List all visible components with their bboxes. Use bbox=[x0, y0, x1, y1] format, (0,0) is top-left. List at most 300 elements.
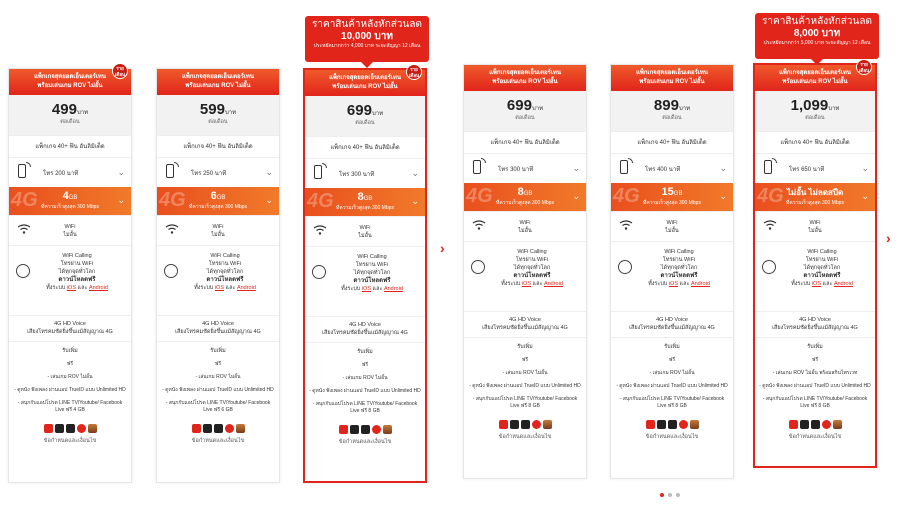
terms-link[interactable]: ข้อกำหนดและเงื่อนไข bbox=[43, 438, 97, 444]
extra-social-free: ฟรี 8 GB bbox=[810, 403, 830, 409]
trueid-icon bbox=[372, 425, 381, 434]
promo-note: ประหยัดมากกว่า 4,000 บาท ระยะสัญญา 12 เดือน bbox=[313, 43, 421, 49]
chevron-down-icon[interactable]: ⌄ bbox=[572, 191, 580, 201]
wifi-row bbox=[157, 215, 279, 245]
ios-link[interactable]: iOS bbox=[811, 281, 821, 287]
extra-rov: - เล่นเกม ROV ไม่อั้น bbox=[47, 374, 93, 380]
phone-icon bbox=[764, 160, 772, 174]
plan-card-1099-featured[interactable] bbox=[753, 63, 877, 468]
per-month-label: ต่อเดือน bbox=[355, 120, 375, 126]
price-box bbox=[305, 96, 425, 136]
chevron-down-icon[interactable]: ⌄ bbox=[861, 191, 869, 201]
extra-rov: - เล่นเกม ROV ไม่อั้น bbox=[502, 370, 548, 376]
price-box bbox=[611, 91, 733, 131]
android-link[interactable]: Android bbox=[543, 281, 563, 287]
call-minutes: โทร 650 นาที bbox=[789, 167, 825, 173]
promo-amount: 10,000 บาท bbox=[341, 31, 393, 42]
facebook-icon bbox=[800, 420, 809, 429]
chevron-down-icon[interactable]: ⌄ bbox=[265, 195, 273, 205]
wifi-calling-title: WiFi Calling bbox=[807, 249, 837, 255]
os-prefix: ทั้งระบบ bbox=[648, 281, 668, 287]
extra-social-free: ฟรี 8 GB bbox=[520, 403, 540, 409]
ios-link[interactable]: iOS bbox=[66, 285, 76, 291]
chevron-down-icon[interactable]: ⌄ bbox=[265, 167, 273, 177]
facebook-icon bbox=[350, 425, 359, 434]
plan-header bbox=[611, 65, 733, 91]
data-unit: GB bbox=[216, 195, 226, 201]
extras-title: รับเพิ่ม bbox=[210, 348, 226, 354]
data-amount: 8 bbox=[357, 191, 364, 203]
extra-trueid: - ดูหนัง ฟังเพลง ผ่านแอป TrueID แบบ Unlimited HD bbox=[309, 388, 421, 394]
extra-trueid: - ดูหนัง ฟังเพลง ผ่านแอป TrueID แบบ Unlimited HD bbox=[14, 387, 126, 393]
terms-link[interactable]: ข้อกำหนดและเงื่อนไข bbox=[498, 434, 552, 440]
hd-voice-row bbox=[464, 311, 586, 337]
call-minutes: โทร 250 นาที bbox=[191, 171, 227, 177]
4g-logo: 4G bbox=[159, 189, 186, 211]
extra-social: - สนุกกับแอปโปรด LINE TV/Youtube/ Facebook Live bbox=[165, 400, 271, 413]
extras-section bbox=[305, 342, 425, 415]
4g-logo: 4G bbox=[757, 185, 784, 207]
price-value: 599 bbox=[199, 101, 225, 118]
chevron-down-icon[interactable]: ⌄ bbox=[411, 168, 419, 178]
wifi-row bbox=[755, 211, 875, 241]
hd-voice-desc: เสียงโทรคมชัดยิ่งขึ้นแม้สัญญาณ 4G bbox=[772, 325, 858, 331]
4g-logo: 4G bbox=[613, 185, 640, 207]
app-icons bbox=[611, 416, 733, 430]
wifi-calling-row bbox=[755, 241, 875, 311]
wifi-row bbox=[305, 216, 425, 246]
price-box bbox=[9, 95, 131, 135]
extra-social-free: ฟรี 4 GB bbox=[65, 407, 85, 413]
data-row[interactable] bbox=[9, 187, 131, 215]
header-line-2: พร้อมเล่นเกม ROV ไม่อั้น bbox=[185, 83, 251, 89]
wifi-title: WiFi bbox=[64, 224, 76, 230]
4g-logo: 4G bbox=[466, 185, 493, 207]
plan-card-499[interactable] bbox=[8, 68, 132, 483]
extras-section bbox=[464, 337, 586, 410]
trueid-icon bbox=[822, 420, 831, 429]
extras-free: ฟรี bbox=[361, 362, 369, 368]
data-row[interactable] bbox=[157, 187, 279, 215]
ios-link[interactable]: iOS bbox=[214, 285, 224, 291]
os-and: และ bbox=[77, 285, 88, 291]
hd-voice-desc: เสียงโทรคมชัดยิ่งขึ้นแม้สัญญาณ 4G bbox=[175, 329, 261, 335]
price-currency: บาท bbox=[371, 111, 384, 117]
youtube-icon bbox=[339, 425, 348, 434]
os-and: และ bbox=[372, 286, 383, 292]
extras-title: รับเพิ่ม bbox=[357, 349, 373, 355]
extras-title: รับเพิ่ม bbox=[62, 348, 78, 354]
wifi-row bbox=[464, 211, 586, 241]
wifi-title: WiFi bbox=[519, 220, 531, 226]
app-icons bbox=[755, 416, 875, 430]
wifi-calling-download: ดาวน์โหลดฟรี bbox=[660, 273, 698, 279]
call-minutes-row[interactable] bbox=[157, 157, 279, 187]
terms-link[interactable]: ข้อกำหนดและเงื่อนไข bbox=[191, 438, 245, 444]
wifi-calling-download: ดาวน์โหลดฟรี bbox=[58, 277, 96, 283]
extra-rov: - เล่นเกม ROV ไม่อั้น bbox=[195, 374, 241, 380]
wifi-calling-line2: ได้ทุกจุดทั่วโลก bbox=[58, 269, 96, 275]
bonus-label: แพ็กเกจ 40+ ฟีน อันลิมิเต็ด bbox=[464, 131, 586, 153]
youtube-icon bbox=[44, 424, 53, 433]
rov-game-icon bbox=[833, 420, 842, 429]
chevron-down-icon[interactable]: ⌄ bbox=[411, 196, 419, 206]
extra-rov: - เล่นเกม ROV ไม่อั้น bbox=[342, 375, 388, 381]
speed-label: ที่ความเร็วสูงสุด 300 Mbps bbox=[496, 200, 554, 206]
extra-social: - สนุกกับแอปโปรด LINE TV/Youtube/ Facebook Live bbox=[17, 400, 123, 413]
header-line-2: พร้อมเล่นเกม ROV ไม่อั้น bbox=[782, 79, 848, 85]
line-tv-icon bbox=[668, 420, 677, 429]
extras-free: ฟรี bbox=[214, 361, 222, 367]
wifi-value: ไม่อั้น bbox=[358, 233, 372, 239]
rov-game-icon bbox=[383, 425, 392, 434]
hd-voice-row bbox=[305, 316, 425, 342]
plan-header bbox=[157, 69, 279, 95]
wifi-calling-row bbox=[305, 246, 425, 316]
wifi-calling-line2: ได้ทุกจุดทั่วโลก bbox=[353, 270, 391, 276]
phone-icon bbox=[18, 164, 26, 178]
wifi-row bbox=[611, 211, 733, 241]
extra-rov: - เล่นเกม ROV ไม่อั้น bbox=[649, 370, 695, 376]
extra-social: - สนุกกับแอปโปรด LINE TV/Youtube/ Facebook Live bbox=[762, 396, 868, 409]
android-link[interactable]: Android bbox=[236, 285, 256, 291]
plan-card-699[interactable] bbox=[463, 64, 587, 479]
android-link[interactable]: Android bbox=[88, 285, 108, 291]
app-icons bbox=[9, 420, 131, 434]
data-amount: ไม่อั้น ไม่ลดสปีด bbox=[786, 188, 844, 197]
wifi-calling-row bbox=[157, 245, 279, 315]
wifi-calling-row bbox=[611, 241, 733, 311]
wifi-calling-line1: โทรผ่าน WiFi bbox=[60, 261, 94, 267]
wifi-calling-download: ดาวน์โหลดฟรี bbox=[353, 278, 391, 284]
bonus-label: แพ็กเกจ 40+ ฟีน อันลิมิเต็ด bbox=[305, 136, 425, 158]
wifi-value: ไม่อั้น bbox=[518, 228, 532, 234]
wifi-calling-row bbox=[464, 241, 586, 311]
plan-card-599[interactable] bbox=[156, 68, 280, 483]
extras-free: ฟรี bbox=[521, 357, 529, 363]
header-line-1: แพ็กเกจสุดยอดเอ็นเตอร์เทน bbox=[34, 74, 106, 80]
wifi-value: ไม่อั้น bbox=[808, 228, 822, 234]
per-month-label: ต่อเดือน bbox=[60, 119, 80, 125]
hd-voice-desc: เสียงโทรคมชัดยิ่งขึ้นแม้สัญญาณ 4G bbox=[322, 330, 408, 336]
call-minutes-row[interactable] bbox=[305, 158, 425, 188]
extras-title: รับเพิ่ม bbox=[517, 344, 533, 350]
data-unit: GB bbox=[68, 195, 78, 201]
hd-voice-row bbox=[157, 315, 279, 341]
wifi-title: WiFi bbox=[212, 224, 224, 230]
ios-link[interactable]: iOS bbox=[361, 286, 371, 292]
header-line-2: พร้อมเล่นเกม ROV ไม่อั้น bbox=[639, 79, 705, 85]
data-unit: GB bbox=[673, 191, 683, 197]
os-prefix: ทั้งระบบ bbox=[341, 286, 361, 292]
price-value: 1,099 bbox=[790, 97, 829, 114]
header-line-1: แพ็กเกจสุดยอดเอ็นเตอร์เทน bbox=[779, 70, 851, 76]
carousel-next-arrow-right[interactable]: › bbox=[886, 230, 891, 246]
plan-header bbox=[9, 66, 131, 95]
os-prefix: ทั้งระบบ bbox=[46, 285, 66, 291]
chevron-down-icon[interactable]: ⌄ bbox=[861, 163, 869, 173]
hd-voice-desc: เสียงโทรคมชัดยิ่งขึ้นแม้สัญญาณ 4G bbox=[27, 329, 113, 335]
extras-section bbox=[9, 341, 131, 414]
extras-title: รับเพิ่ม bbox=[807, 344, 823, 350]
extra-rov-plus: - เล่นเกม ROV ไม่อั้น พร้อมสกินไพรเวท bbox=[772, 370, 858, 376]
promo-amount: 8,000 บาท bbox=[793, 28, 841, 39]
os-prefix: ทั้งระบบ bbox=[791, 281, 811, 287]
extras-free: ฟรี bbox=[811, 357, 819, 363]
wifi-value: ไม่อั้น bbox=[211, 232, 225, 238]
header-line-1: แพ็กเกจสุดยอดเอ็นเตอร์เทน bbox=[329, 75, 401, 81]
per-month-label: ต่อเดือน bbox=[662, 115, 682, 121]
trueid-icon bbox=[77, 424, 86, 433]
hd-voice-row bbox=[755, 311, 875, 337]
facebook-icon bbox=[55, 424, 64, 433]
extras-title: รับเพิ่ม bbox=[664, 344, 680, 350]
pagination-dot[interactable] bbox=[660, 493, 664, 497]
call-minutes-row[interactable] bbox=[464, 153, 586, 183]
wifi-calling-download: ดาวน์โหลดฟรี bbox=[803, 273, 841, 279]
facebook-icon bbox=[657, 420, 666, 429]
hd-voice-title: 4G HD Voice bbox=[349, 322, 381, 328]
terms-link[interactable]: ข้อกำหนดและเงื่อนไข bbox=[788, 434, 842, 440]
wifi-calling-line2: ได้ทุกจุดทั่วโลก bbox=[660, 265, 698, 271]
header-line-2: พร้อมเล่นเกม ROV ไม่อั้น bbox=[332, 84, 398, 90]
4g-logo: 4G bbox=[11, 189, 38, 211]
price-currency: บาท bbox=[531, 106, 544, 112]
extra-social: - สนุกกับแอปโปรด LINE TV/Youtube/ Facebook Live bbox=[472, 396, 578, 409]
ios-link[interactable]: iOS bbox=[521, 281, 531, 287]
wifi-calling-line1: โทรผ่าน WiFi bbox=[662, 257, 696, 263]
wifi-calling-line2: ได้ทุกจุดทั่วโลก bbox=[803, 265, 841, 271]
os-prefix: ทั้งระบบ bbox=[194, 285, 214, 291]
rov-game-icon bbox=[543, 420, 552, 429]
bonus-label: แพ็กเกจ 40+ ฟีน อันลิมิเต็ด bbox=[755, 131, 875, 153]
extras-section bbox=[611, 337, 733, 410]
promo-banner bbox=[305, 16, 429, 62]
monthly-badge: ราย เดือน bbox=[406, 64, 422, 80]
wifi-calling-line2: ได้ทุกจุดทั่วโลก bbox=[206, 269, 244, 275]
line-tv-icon bbox=[521, 420, 530, 429]
os-and: และ bbox=[822, 281, 833, 287]
chevron-down-icon[interactable]: ⌄ bbox=[719, 163, 727, 173]
data-unit: GB bbox=[523, 191, 533, 197]
hd-voice-row bbox=[9, 315, 131, 341]
extras-free: ฟรี bbox=[668, 357, 676, 363]
extra-social: - สนุกกับแอปโปรด LINE TV/Youtube/ Facebook Live bbox=[312, 401, 418, 414]
call-minutes-row[interactable] bbox=[755, 153, 875, 183]
data-amount: 15 bbox=[661, 186, 674, 198]
per-month-label: ต่อเดือน bbox=[515, 115, 535, 121]
header-line-2: พร้อมเล่นเกม ROV ไม่อั้น bbox=[492, 79, 558, 85]
extra-social-free: ฟรี 8 GB bbox=[667, 403, 687, 409]
app-icons bbox=[305, 421, 425, 435]
call-minutes-row[interactable] bbox=[611, 153, 733, 183]
pagination-dot[interactable] bbox=[676, 493, 680, 497]
wifi-value: ไม่อั้น bbox=[665, 228, 679, 234]
price-box bbox=[755, 91, 875, 131]
speed-label: ที่ความเร็วสูงสุด 300 Mbps bbox=[643, 200, 701, 206]
os-and: และ bbox=[532, 281, 543, 287]
hd-voice-title: 4G HD Voice bbox=[656, 317, 688, 323]
terms-link[interactable]: ข้อกำหนดและเงื่อนไข bbox=[338, 439, 392, 445]
promo-title: ราคาสินค้าหลังหักส่วนลด bbox=[312, 19, 422, 30]
data-amount: 6 bbox=[210, 190, 217, 202]
speed-label: ที่ความเร็วสูงสุด 300 Mbps bbox=[189, 204, 247, 210]
line-tv-icon bbox=[361, 425, 370, 434]
rov-game-icon bbox=[88, 424, 97, 433]
wifi-calling-title: WiFi Calling bbox=[517, 249, 547, 255]
header-line-2: พร้อมเล่นเกม ROV ไม่อั้น bbox=[37, 83, 103, 89]
price-value: 699 bbox=[506, 97, 532, 114]
price-value: 499 bbox=[51, 101, 77, 118]
app-icons bbox=[157, 420, 279, 434]
price-currency: บาท bbox=[224, 110, 237, 116]
4g-logo: 4G bbox=[307, 190, 334, 212]
extra-trueid: - ดูหนัง ฟังเพลง ผ่านแอป TrueID แบบ Unlimited HD bbox=[162, 387, 274, 393]
phone-icon bbox=[166, 164, 174, 178]
extras-free: ฟรี bbox=[66, 361, 74, 367]
hd-voice-row bbox=[611, 311, 733, 337]
extra-trueid: - ดูหนัง ฟังเพลง ผ่านแอป TrueID แบบ Unlimited HD bbox=[759, 383, 871, 389]
wifi-calling-line2: ได้ทุกจุดทั่วโลก bbox=[513, 265, 551, 271]
price-box bbox=[464, 91, 586, 131]
price-box bbox=[157, 95, 279, 135]
line-tv-icon bbox=[214, 424, 223, 433]
os-and: และ bbox=[225, 285, 236, 291]
wifi-calling-download: ดาวน์โหลดฟรี bbox=[206, 277, 244, 283]
data-amount: 8 bbox=[517, 186, 524, 198]
wifi-calling-title: WiFi Calling bbox=[357, 254, 387, 260]
call-minutes: โทร 300 นาที bbox=[498, 167, 534, 173]
header-line-1: แพ็กเกจสุดยอดเอ็นเตอร์เทน bbox=[636, 70, 708, 76]
header-line-1: แพ็กเกจสุดยอดเอ็นเตอร์เทน bbox=[182, 74, 254, 80]
wifi-calling-title: WiFi Calling bbox=[664, 249, 694, 255]
data-row[interactable] bbox=[611, 183, 733, 211]
rov-game-icon bbox=[690, 420, 699, 429]
extra-social-free: ฟรี 8 GB bbox=[360, 408, 380, 414]
wifi-calling-line1: โทรผ่าน WiFi bbox=[208, 261, 242, 267]
wifi-calling-line1: โทรผ่าน WiFi bbox=[805, 257, 839, 263]
wifi-calling-download: ดาวน์โหลดฟรี bbox=[513, 273, 551, 279]
rov-game-icon bbox=[236, 424, 245, 433]
data-amount: 4 bbox=[62, 190, 69, 202]
pagination-dot[interactable] bbox=[668, 493, 672, 497]
plan-card-699-featured[interactable] bbox=[303, 68, 427, 483]
hd-voice-desc: เสียงโทรคมชัดยิ่งขึ้นแม้สัญญาณ 4G bbox=[482, 325, 568, 331]
monthly-badge: ราย เดือน bbox=[856, 59, 872, 75]
os-and: และ bbox=[679, 281, 690, 287]
wifi-title: WiFi bbox=[359, 225, 371, 231]
facebook-icon bbox=[203, 424, 212, 433]
extra-trueid: - ดูหนัง ฟังเพลง ผ่านแอป TrueID แบบ Unlimited HD bbox=[469, 383, 581, 389]
wifi-calling-title: WiFi Calling bbox=[62, 253, 92, 259]
wifi-calling-line1: โทรผ่าน WiFi bbox=[515, 257, 549, 263]
price-currency: บาท bbox=[828, 106, 840, 112]
youtube-icon bbox=[499, 420, 508, 429]
trueid-icon bbox=[532, 420, 541, 429]
facebook-icon bbox=[510, 420, 519, 429]
phone-icon bbox=[314, 165, 322, 179]
youtube-icon bbox=[789, 420, 798, 429]
plan-card-899[interactable] bbox=[610, 64, 734, 479]
bonus-label: แพ็กเกจ 40+ ฟีน อันลิมิเต็ด bbox=[157, 135, 279, 157]
call-minutes: โทร 200 นาที bbox=[43, 171, 79, 177]
header-line-1: แพ็กเกจสุดยอดเอ็นเตอร์เทน bbox=[489, 70, 561, 76]
speed-label: ที่ความเร็วสูงสุด 300 Mbps bbox=[41, 204, 99, 210]
phone-icon bbox=[620, 160, 628, 174]
promo-note: ประหยัดมากกว่า 5,000 บาท ระยะสัญญา 12 เดือน bbox=[763, 40, 871, 46]
promo-banner bbox=[755, 13, 879, 59]
hd-voice-title: 4G HD Voice bbox=[799, 317, 831, 323]
hd-voice-title: 4G HD Voice bbox=[202, 321, 234, 327]
data-row[interactable] bbox=[464, 183, 586, 211]
extra-social-free: ฟรี 6 GB bbox=[213, 407, 233, 413]
carousel-next-arrow[interactable]: › bbox=[440, 240, 445, 256]
youtube-icon bbox=[192, 424, 201, 433]
data-row[interactable] bbox=[755, 183, 875, 211]
hd-voice-desc: เสียงโทรคมชัดยิ่งขึ้นแม้สัญญาณ 4G bbox=[629, 325, 715, 331]
chevron-down-icon[interactable]: ⌄ bbox=[117, 167, 125, 177]
wifi-calling-title: WiFi Calling bbox=[210, 253, 240, 259]
wifi-title: WiFi bbox=[809, 220, 821, 226]
ios-link[interactable]: iOS bbox=[668, 281, 678, 287]
os-prefix: ทั้งระบบ bbox=[501, 281, 521, 287]
extras-section bbox=[157, 341, 279, 414]
line-tv-icon bbox=[66, 424, 75, 433]
trueid-icon bbox=[225, 424, 234, 433]
extras-section bbox=[755, 337, 875, 410]
price-currency: บาท bbox=[678, 106, 691, 112]
phone-icon bbox=[473, 160, 481, 174]
chevron-down-icon[interactable]: ⌄ bbox=[572, 163, 580, 173]
trueid-icon bbox=[679, 420, 688, 429]
youtube-icon bbox=[646, 420, 655, 429]
hd-voice-title: 4G HD Voice bbox=[54, 321, 86, 327]
wifi-title: WiFi bbox=[666, 220, 678, 226]
chevron-down-icon[interactable]: ⌄ bbox=[117, 195, 125, 205]
speed-label: ที่ความเร็วสูงสุด 300 Mbps bbox=[336, 205, 394, 211]
call-minutes: โทร 400 นาที bbox=[645, 167, 681, 173]
chevron-down-icon[interactable]: ⌄ bbox=[719, 191, 727, 201]
per-month-label: ต่อเดือน bbox=[208, 119, 228, 125]
monthly-badge: ราย เดือน bbox=[112, 63, 128, 79]
data-unit: GB bbox=[363, 196, 373, 202]
android-link[interactable]: Android bbox=[690, 281, 710, 287]
plan-header bbox=[755, 62, 875, 91]
android-link[interactable]: Android bbox=[383, 286, 403, 292]
call-minutes: โทร 300 นาที bbox=[339, 172, 375, 178]
terms-link[interactable]: ข้อกำหนดและเงื่อนไข bbox=[645, 434, 699, 440]
call-minutes-row[interactable] bbox=[9, 157, 131, 187]
speed-label: ที่ความเร็วสูงสุด 300 Mbps bbox=[786, 200, 844, 206]
bonus-label: แพ็กเกจ 40+ ฟีน อันลิมิเต็ด bbox=[611, 131, 733, 153]
bonus-label: แพ็กเกจ 40+ ฟีน อันลิมิเต็ด bbox=[9, 135, 131, 157]
app-icons bbox=[464, 416, 586, 430]
hd-voice-title: 4G HD Voice bbox=[509, 317, 541, 323]
plan-header bbox=[464, 65, 586, 91]
price-value: 699 bbox=[346, 102, 372, 119]
extra-trueid: - ดูหนัง ฟังเพลง ผ่านแอป TrueID แบบ Unlimited HD bbox=[616, 383, 728, 389]
wifi-row bbox=[9, 215, 131, 245]
line-tv-icon bbox=[811, 420, 820, 429]
data-row[interactable] bbox=[305, 188, 425, 216]
wifi-value: ไม่อั้น bbox=[63, 232, 77, 238]
promo-title: ราคาสินค้าหลังหักส่วนลด bbox=[762, 16, 872, 27]
carousel-pagination bbox=[660, 484, 684, 502]
wifi-calling-row bbox=[9, 245, 131, 315]
per-month-label: ต่อเดือน bbox=[805, 115, 825, 121]
android-link[interactable]: Android bbox=[833, 281, 853, 287]
price-currency: บาท bbox=[76, 110, 89, 116]
